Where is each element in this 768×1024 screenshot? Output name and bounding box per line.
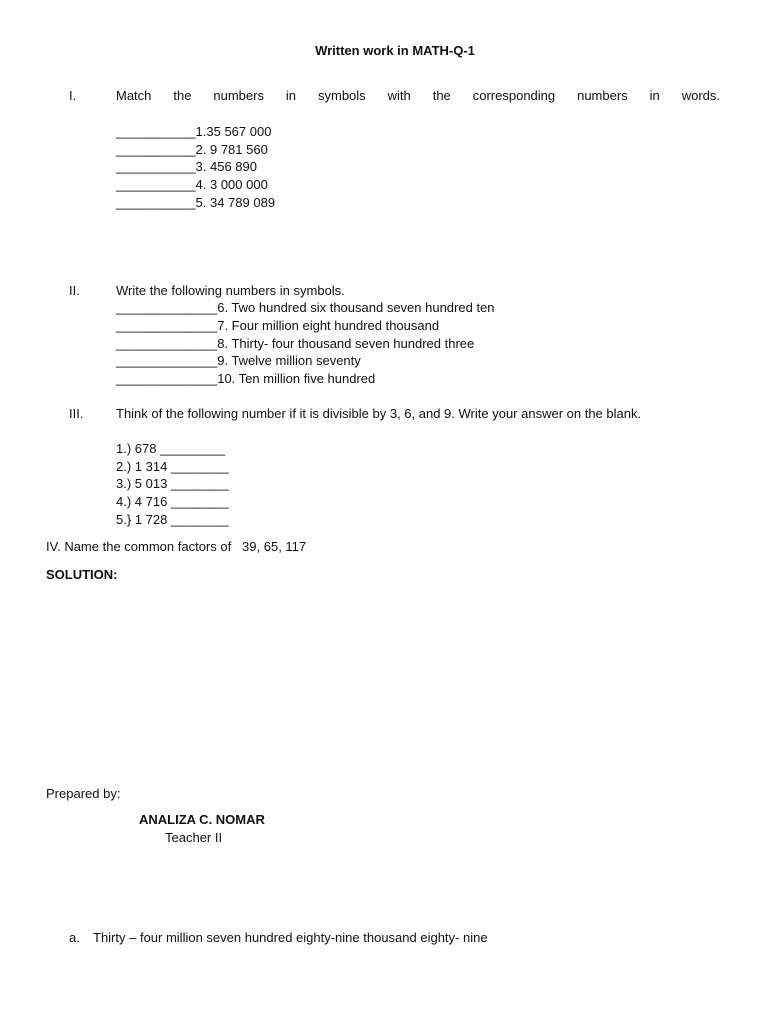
symbol-item: ______________9. Twelve million seventy xyxy=(116,353,361,368)
footnote-letter: a. xyxy=(69,930,80,945)
divisibility-item: 4.) 4 716 ________ xyxy=(116,494,229,509)
symbol-item: ______________7. Four million eight hundred thousand xyxy=(116,318,440,333)
instruction-word: with xyxy=(387,88,411,103)
divisibility-item: 5.} 1 728 ________ xyxy=(116,512,229,527)
instruction-word: corresponding xyxy=(472,88,556,103)
instruction-word: numbers xyxy=(213,88,264,103)
instruction-word: the xyxy=(173,88,192,103)
divisibility-item: 2.) 1 314 ________ xyxy=(116,459,229,474)
part-1-instruction xyxy=(116,88,720,103)
part-2-numeral: II. xyxy=(69,283,80,298)
symbol-item: ______________8. Thirty- four thousand seven hundred three xyxy=(116,336,475,351)
instruction-word: in xyxy=(285,88,297,103)
part-4-instruction: IV. Name the common factors of 39, 65, 117 xyxy=(46,539,307,554)
divisibility-item: 3.) 5 013 ________ xyxy=(116,476,229,491)
prepared-by-label: Prepared by: xyxy=(46,786,121,801)
teacher-role: Teacher II xyxy=(165,830,223,845)
match-item: ___________2. 9 781 560 xyxy=(116,142,268,157)
footnote-text: Thirty – four million seven hundred eighty-nine thousand eighty- nine xyxy=(93,930,488,945)
part-1-numeral: I. xyxy=(69,88,77,103)
instruction-word: Match xyxy=(116,88,152,103)
instruction-word: numbers xyxy=(577,88,628,103)
document-title: Written work in MATH-Q-1 xyxy=(315,43,475,58)
match-item: ___________5. 34 789 089 xyxy=(116,195,276,210)
symbol-item: ______________6. Two hundred six thousand seven hundred ten xyxy=(116,300,495,315)
solution-label: SOLUTION: xyxy=(46,567,118,582)
part-2-instruction: Write the following numbers in symbols. xyxy=(116,283,345,298)
part-3-instruction: Think of the following number if it is divisible by 3, 6, and 9. Write your answer on the blank. xyxy=(116,406,642,421)
symbol-item: ______________10. Ten million five hundred xyxy=(116,371,376,386)
teacher-name: ANALIZA C. NOMAR xyxy=(139,812,265,827)
instruction-word: words. xyxy=(681,88,720,103)
divisibility-item: 1.) 678 _________ xyxy=(116,441,226,456)
instruction-word: in xyxy=(649,88,660,103)
match-item: ___________3. 456 890 xyxy=(116,159,257,174)
instruction-word: the xyxy=(432,88,451,103)
part-3-numeral: III. xyxy=(69,406,84,421)
match-item: ___________4. 3 000 000 xyxy=(116,177,268,192)
match-item: ___________1.35 567 000 xyxy=(116,124,272,139)
instruction-word: symbols xyxy=(318,88,366,103)
